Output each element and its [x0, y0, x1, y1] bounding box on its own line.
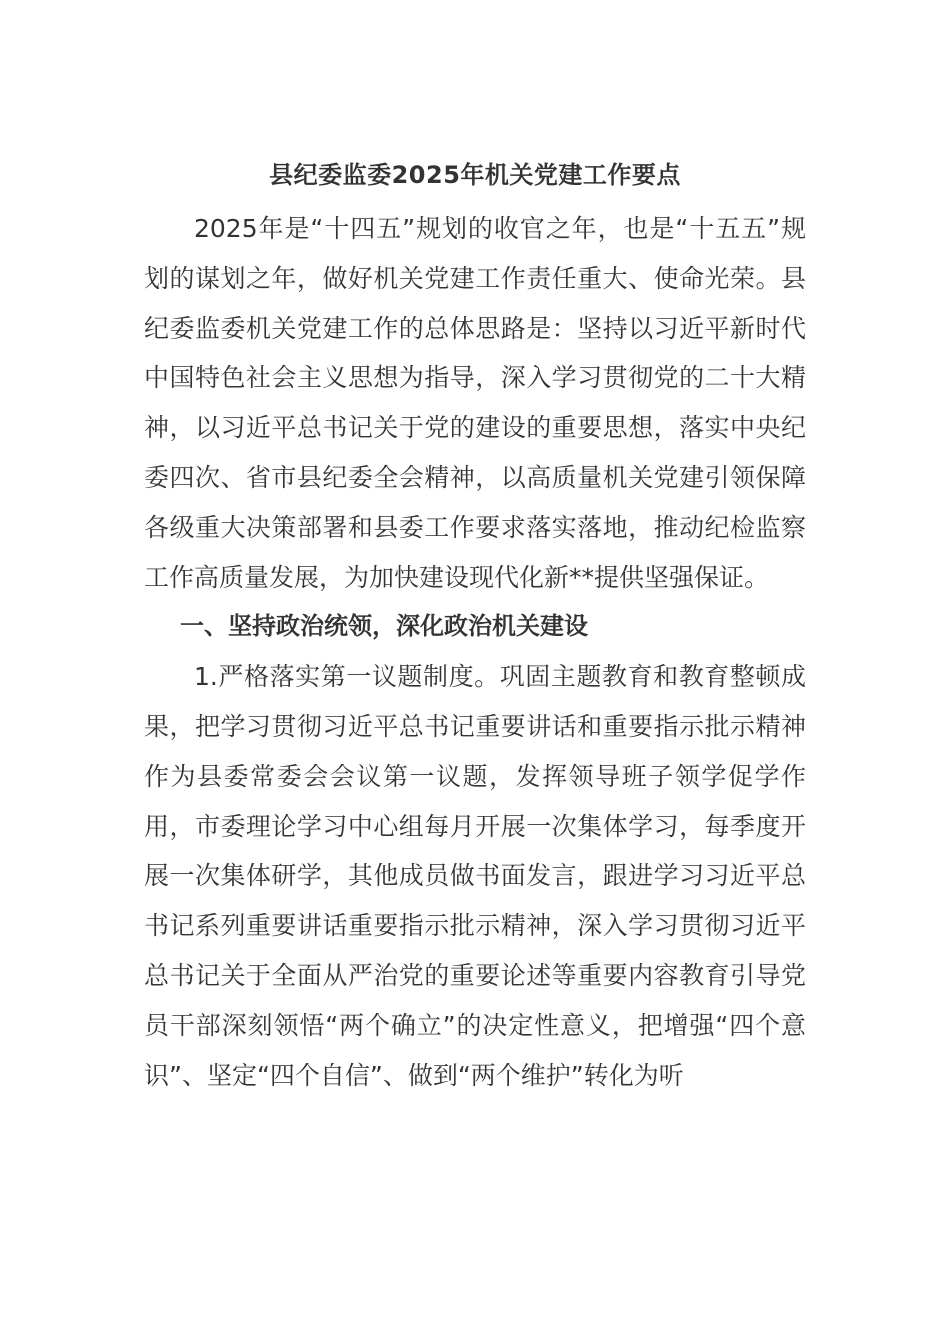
intro-paragraph: 2025年是“十四五”规划的收官之年，也是“十五五”规划的谋划之年，做好机关党建工作责任重大、使命光荣。县纪委监委机关党建工作的总体思路是：坚持以习近平新时代中国特色社会主义思想为指导，深入学习贯彻党的二十大精神，以习近平总书记关于党的建设的重要思想，落实中央纪委四次、省市县纪委全会精神，以高质量机关党建引领保障各级重大决策部署和县委工作要求落实落地，推动纪检监察工作高质量发展，为加快建设现代化新**提供坚强保证。 — [144, 214, 806, 592]
document-page — [144, 150, 806, 1100]
document-title: 县纪委监委2025年机关党建工作要点 — [269, 161, 681, 189]
section-1-heading: 一、坚持政治统领，深化政治机关建设 — [180, 612, 588, 641]
item-1-paragraph: 1.严格落实第一议题制度。巩固主题教育和教育整顿成果，把学习贯彻习近平总书记重要讲话和重要指示批示精神作为县委常委会会议第一议题，发挥领导班子领学促学作用，市委理论学习中心组每月开展一次集体学习，每季度开展一次集体研学，其他成员做书面发言，跟进学习习近平总书记系列重要讲话重要指示批示精神，深入学习贯彻习近平总书记关于全面从严治党的重要论述等重要内容教育引导党员干部深刻领悟“两个确立”的决定性意义，把增强“四个意识”、坚定“四个自信”、做到“两个维护”转化为听 — [144, 662, 806, 1090]
